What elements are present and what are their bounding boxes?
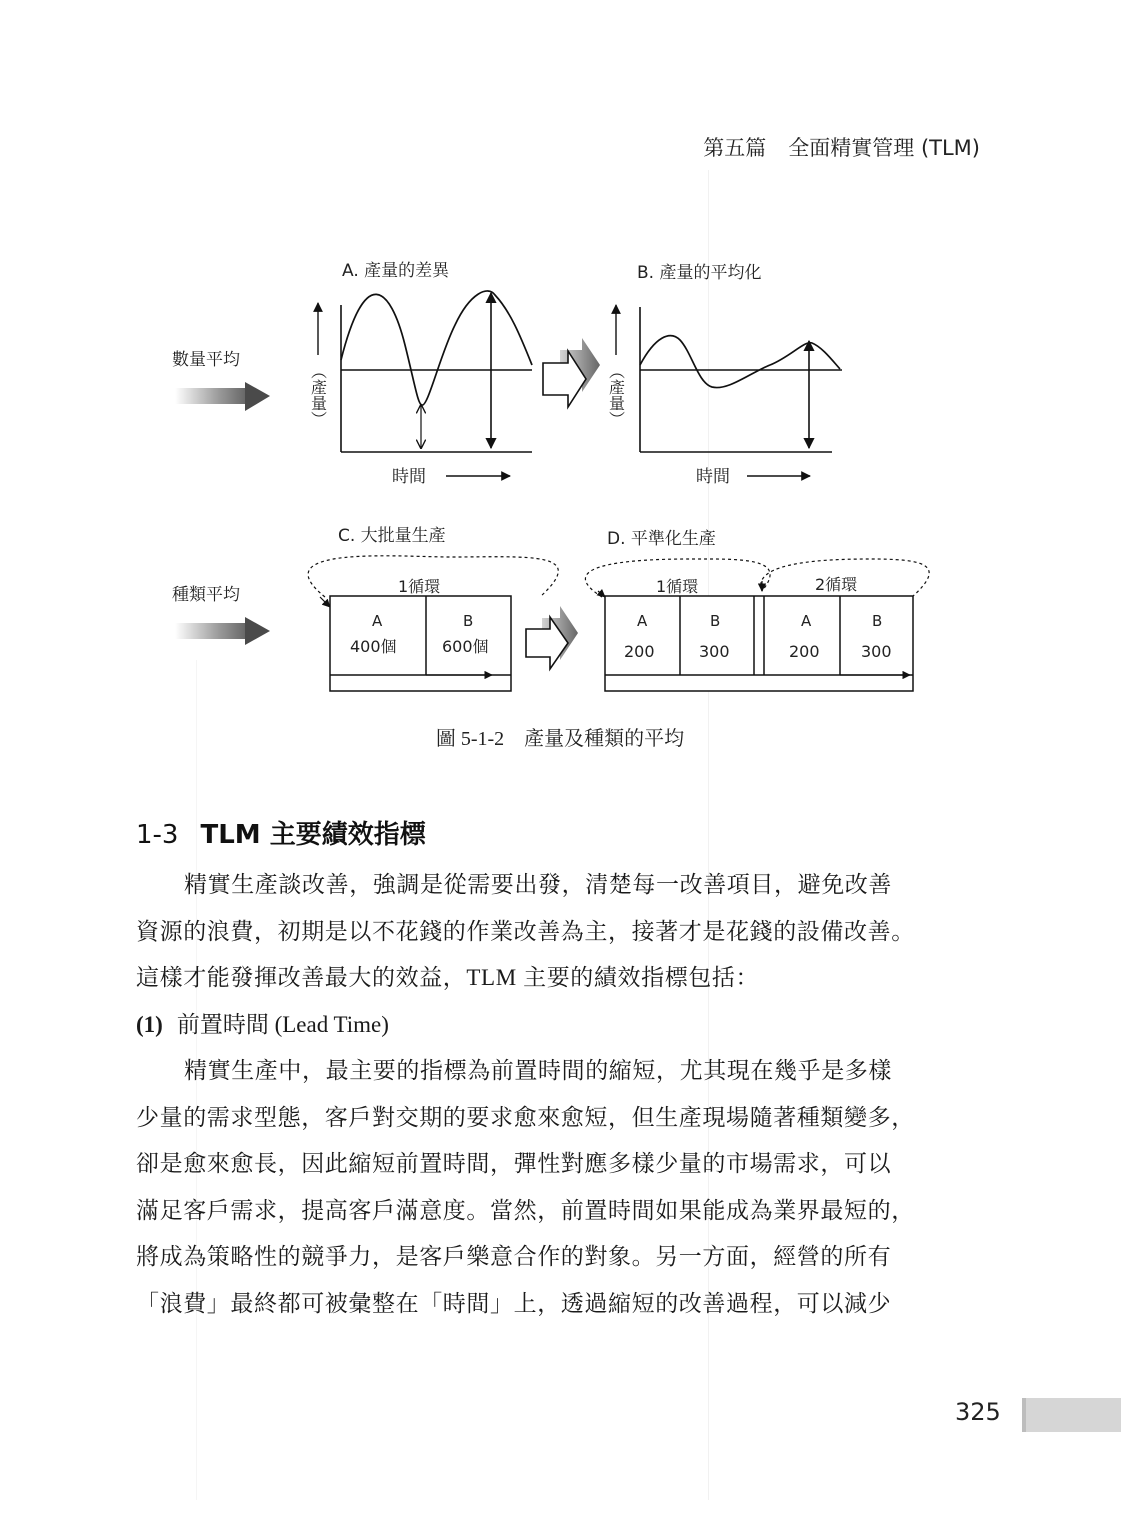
- subsection-heading: [136, 1002, 389, 1048]
- chart-d-cycle2-label: 2循環: [815, 575, 858, 594]
- caption-title: 產量及種類的平均: [524, 726, 685, 750]
- chart-d-box-3-name: A: [801, 612, 812, 630]
- ab-transition-arrow: [543, 338, 600, 407]
- subsection-index: (1): [136, 1012, 163, 1037]
- section-title: TLM 主要績效指標: [200, 820, 426, 850]
- chart-a-axes: [341, 305, 532, 452]
- paragraph-line: 少量的需求型態，客戶對交期的要求愈來愈短，但生產現場隨著種類變多，: [136, 1104, 915, 1130]
- chart-a-x-label: 時間: [392, 467, 426, 487]
- paragraph-intro: [136, 862, 981, 1002]
- row1-label: 數量平均: [172, 350, 240, 370]
- chart-b-y-label: （產量）: [606, 363, 626, 427]
- header-title: 全面精實管理 (TLM): [788, 136, 980, 160]
- paragraph-line: 卻是愈來愈長，因此縮短前置時間，彈性對應多樣少量的市場需求，可以: [136, 1151, 892, 1176]
- chart-c-box-a-qty: 400個: [350, 637, 397, 656]
- section-heading: [136, 814, 426, 851]
- subsection-title: 前置時間 (Lead Time): [176, 1012, 389, 1037]
- chart-b-x-label: 時間: [696, 467, 730, 487]
- section-number: 1-3: [136, 820, 179, 850]
- paragraph-line: 滿足客戶需求，提高客戶滿意度。當然，前置時間如果能成為業界最短的，: [136, 1197, 915, 1223]
- paragraph-line: 將成為策略性的競爭力，是客戶樂意合作的對象。另一方面，經營的所有: [136, 1244, 892, 1269]
- row2-gradient-arrow: [175, 617, 270, 645]
- caption-number: 圖 5-1-2: [435, 728, 505, 750]
- paragraph-line: 資源的浪費，初期是以不花錢的作業改善為主，接著才是花錢的設備改善。: [136, 918, 915, 944]
- chart-d-cycle1-label: 1循環: [656, 577, 699, 596]
- paragraph-lead-time: [136, 1048, 981, 1327]
- paragraph-line: 精實生產中，最主要的指標為前置時間的縮短，尤其現在幾乎是多樣: [184, 1058, 892, 1083]
- chart-d-box-1-qty: 200: [624, 642, 655, 661]
- chart-d-title: D. 平準化生產: [607, 529, 716, 549]
- figure-caption: [300, 722, 820, 751]
- figure-5-1-2: [150, 245, 950, 705]
- chart-c-title: C. 大批量生產: [338, 526, 446, 546]
- chart-c-cycle-label: 1循環: [398, 577, 441, 596]
- paragraph-line: 精實生產談改善，強調是從需要出發，清楚每一改善項目，避免改善: [184, 872, 892, 897]
- paragraph-line: 這樣才能發揮改善最大的效益，TLM 主要的績效指標包括：: [136, 965, 760, 990]
- chart-d-box-4-name: B: [872, 612, 883, 630]
- chart-d-box-4-qty: 300: [861, 642, 892, 661]
- chart-c-loop-head: [320, 597, 330, 607]
- chart-c-box-a-name: A: [372, 612, 383, 630]
- chart-d-box-2-name: B: [710, 612, 721, 630]
- chart-d-box-2-qty: 300: [699, 642, 730, 661]
- row2-label: 種類平均: [172, 585, 240, 605]
- cd-transition-arrow: [526, 606, 578, 669]
- chart-d-box-1-name: A: [637, 612, 648, 630]
- chart-a-y-label: （產量）: [308, 363, 328, 427]
- chart-b-wave: [640, 336, 840, 388]
- chart-a-title: A. 產量的差異: [342, 261, 450, 281]
- chart-c-box-b-qty: 600個: [442, 637, 489, 656]
- chart-c-box-b-name: B: [463, 612, 474, 630]
- chart-d-box-3-qty: 200: [789, 642, 820, 661]
- chart-a-wave: [341, 291, 532, 405]
- page-tab: [1026, 1398, 1121, 1432]
- running-header: [600, 132, 980, 162]
- row1-gradient-arrow: [175, 382, 270, 411]
- page-number: 325: [955, 1398, 1001, 1426]
- header-part: 第五篇: [703, 136, 767, 160]
- chart-b-title: B. 產量的平均化: [637, 263, 762, 283]
- paragraph-line: 「浪費」最終都可被彙整在「時間」上，透過縮短的改善過程，可以減少: [136, 1290, 892, 1316]
